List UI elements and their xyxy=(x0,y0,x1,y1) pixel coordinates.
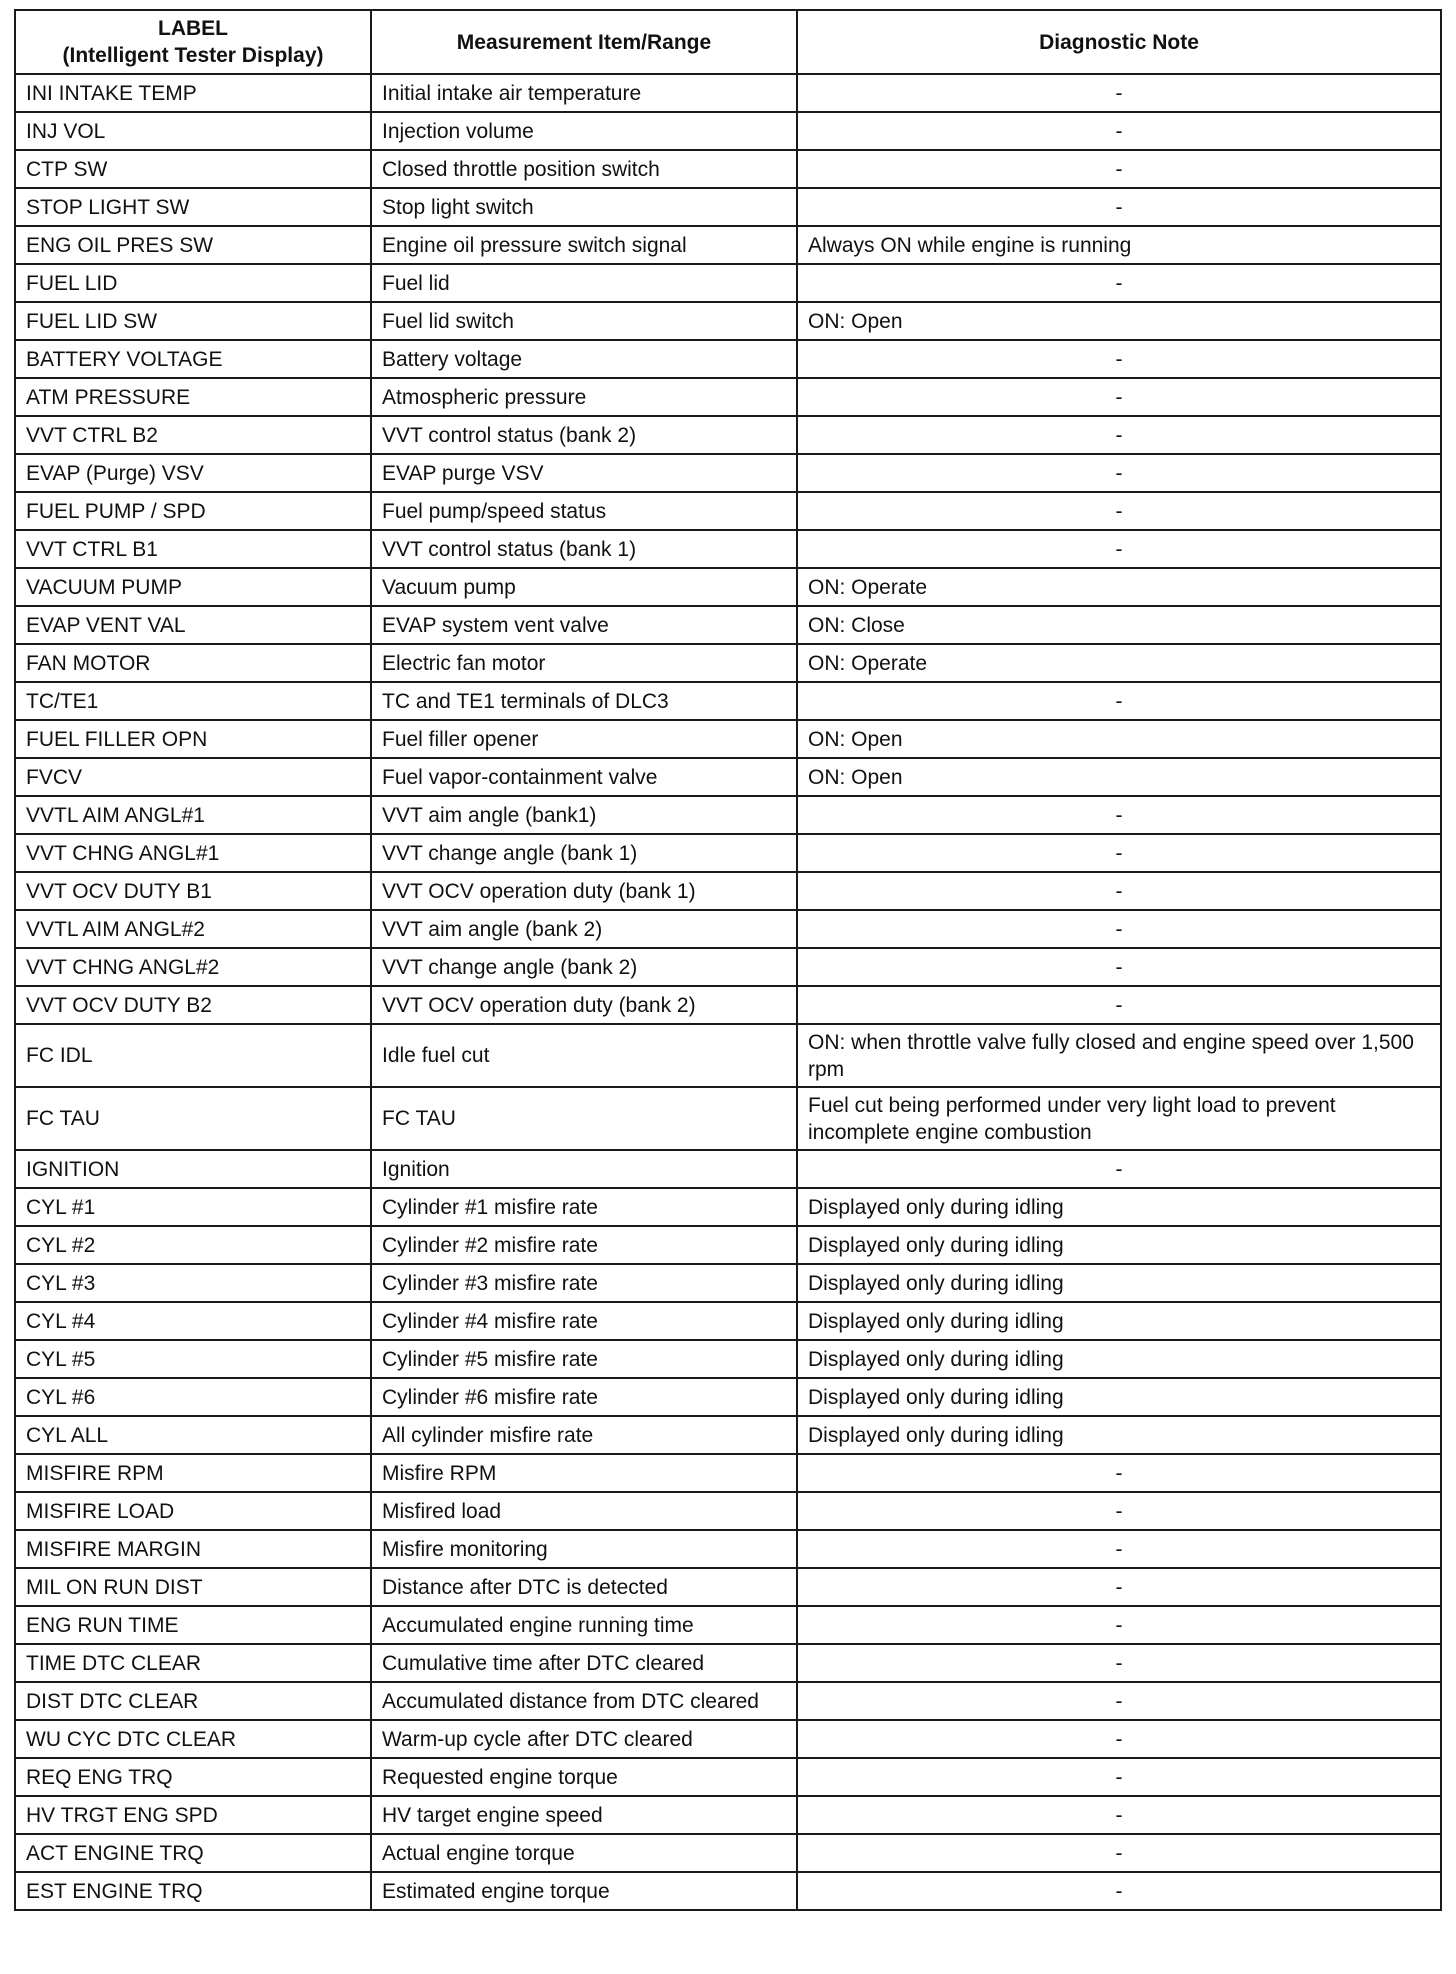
label-cell: ACT ENGINE TRQ xyxy=(15,1834,371,1872)
diagnostic-note-cell: - xyxy=(797,796,1441,834)
label-cell: ENG OIL PRES SW xyxy=(15,226,371,264)
diagnostic-note-cell: Displayed only during idling xyxy=(797,1378,1441,1416)
diagnostic-note-cell: - xyxy=(797,492,1441,530)
label-cell: ENG RUN TIME xyxy=(15,1606,371,1644)
measurement-item-cell: EVAP purge VSV xyxy=(371,454,797,492)
label-cell: MISFIRE LOAD xyxy=(15,1492,371,1530)
label-cell: CYL #3 xyxy=(15,1264,371,1302)
diagnostic-note-cell: - xyxy=(797,1720,1441,1758)
label-cell: REQ ENG TRQ xyxy=(15,1758,371,1796)
label-cell: VVT CHNG ANGL#1 xyxy=(15,834,371,872)
label-cell: VVT CHNG ANGL#2 xyxy=(15,948,371,986)
measurement-item-cell: VVT control status (bank 1) xyxy=(371,530,797,568)
table-row xyxy=(15,1416,1441,1454)
diagnostic-note-cell: - xyxy=(797,1568,1441,1606)
label-cell: BATTERY VOLTAGE xyxy=(15,340,371,378)
table-row xyxy=(15,112,1441,150)
measurement-item-cell: Estimated engine torque xyxy=(371,1872,797,1910)
table-row xyxy=(15,910,1441,948)
diagnostic-note-cell: - xyxy=(797,834,1441,872)
diagnostic-note-cell: - xyxy=(797,948,1441,986)
label-cell: VVT CTRL B2 xyxy=(15,416,371,454)
header-measurement-item: Measurement Item/Range xyxy=(371,10,797,74)
diagnostic-note-cell: ON: Open xyxy=(797,302,1441,340)
label-cell: TC/TE1 xyxy=(15,682,371,720)
table-row xyxy=(15,1568,1441,1606)
measurement-item-cell: HV target engine speed xyxy=(371,1796,797,1834)
measurement-item-cell: VVT OCV operation duty (bank 1) xyxy=(371,872,797,910)
table-row xyxy=(15,720,1441,758)
diagnostic-note-cell: - xyxy=(797,1150,1441,1188)
measurement-item-cell: Fuel lid switch xyxy=(371,302,797,340)
diagnostic-note-cell: - xyxy=(797,112,1441,150)
measurement-item-cell: Cylinder #5 misfire rate xyxy=(371,1340,797,1378)
diagnostic-note-cell: ON: Close xyxy=(797,606,1441,644)
diagnostic-note-cell: ON: Operate xyxy=(797,644,1441,682)
diagnostic-note-cell: Always ON while engine is running xyxy=(797,226,1441,264)
measurement-item-cell: Misfire monitoring xyxy=(371,1530,797,1568)
table-row xyxy=(15,378,1441,416)
label-cell: CYL ALL xyxy=(15,1416,371,1454)
measurement-item-cell: Closed throttle position switch xyxy=(371,150,797,188)
table-row xyxy=(15,1606,1441,1644)
table-row xyxy=(15,1087,1441,1150)
table-row xyxy=(15,1682,1441,1720)
measurement-item-cell: Accumulated distance from DTC cleared xyxy=(371,1682,797,1720)
diagnostic-note-cell: - xyxy=(797,340,1441,378)
measurement-item-cell: Fuel pump/speed status xyxy=(371,492,797,530)
table-row xyxy=(15,1720,1441,1758)
diagnostic-note-cell: ON: Operate xyxy=(797,568,1441,606)
label-cell: CYL #6 xyxy=(15,1378,371,1416)
table-row xyxy=(15,682,1441,720)
measurement-item-cell: Idle fuel cut xyxy=(371,1024,797,1087)
label-cell: CTP SW xyxy=(15,150,371,188)
label-cell: FUEL PUMP / SPD xyxy=(15,492,371,530)
label-cell: EVAP (Purge) VSV xyxy=(15,454,371,492)
table-row xyxy=(15,1188,1441,1226)
table-row xyxy=(15,1264,1441,1302)
measurement-item-cell: All cylinder misfire rate xyxy=(371,1416,797,1454)
table-row xyxy=(15,948,1441,986)
diagnostic-note-cell: Displayed only during idling xyxy=(797,1302,1441,1340)
diagnostic-note-cell: - xyxy=(797,1492,1441,1530)
measurement-item-cell: FC TAU xyxy=(371,1087,797,1150)
label-cell: FUEL LID SW xyxy=(15,302,371,340)
label-cell: FUEL LID xyxy=(15,264,371,302)
diagnostic-note-cell: - xyxy=(797,682,1441,720)
table-row xyxy=(15,416,1441,454)
measurement-item-cell: Initial intake air temperature xyxy=(371,74,797,112)
diagnostic-note-cell: Displayed only during idling xyxy=(797,1188,1441,1226)
measurement-item-cell: Fuel lid xyxy=(371,264,797,302)
measurement-item-cell: Cylinder #4 misfire rate xyxy=(371,1302,797,1340)
diagnostic-note-cell: - xyxy=(797,986,1441,1024)
label-cell: INJ VOL xyxy=(15,112,371,150)
label-cell: VVT CTRL B1 xyxy=(15,530,371,568)
measurement-item-cell: VVT control status (bank 2) xyxy=(371,416,797,454)
label-cell: IGNITION xyxy=(15,1150,371,1188)
diagnostic-note-cell: Displayed only during idling xyxy=(797,1264,1441,1302)
measurement-item-cell: VVT OCV operation duty (bank 2) xyxy=(371,986,797,1024)
measurement-item-cell: Cylinder #2 misfire rate xyxy=(371,1226,797,1264)
table-row xyxy=(15,606,1441,644)
diagnostic-note-cell: - xyxy=(797,1758,1441,1796)
diagnostic-note-cell: - xyxy=(797,188,1441,226)
label-cell: EVAP VENT VAL xyxy=(15,606,371,644)
label-cell: VVT OCV DUTY B1 xyxy=(15,872,371,910)
diagnostic-note-cell: - xyxy=(797,1454,1441,1492)
measurement-item-cell: Cylinder #6 misfire rate xyxy=(371,1378,797,1416)
label-cell: VVTL AIM ANGL#2 xyxy=(15,910,371,948)
measurement-item-cell: Fuel filler opener xyxy=(371,720,797,758)
label-cell: HV TRGT ENG SPD xyxy=(15,1796,371,1834)
header-row xyxy=(15,10,1441,74)
diagnostic-note-cell: Displayed only during idling xyxy=(797,1226,1441,1264)
measurement-item-cell: Injection volume xyxy=(371,112,797,150)
measurement-item-cell: Atmospheric pressure xyxy=(371,378,797,416)
table-row xyxy=(15,872,1441,910)
table-row xyxy=(15,340,1441,378)
table-row xyxy=(15,302,1441,340)
label-cell: CYL #2 xyxy=(15,1226,371,1264)
table-row xyxy=(15,264,1441,302)
label-cell: VVT OCV DUTY B2 xyxy=(15,986,371,1024)
diagnostic-note-cell: - xyxy=(797,74,1441,112)
label-cell: ATM PRESSURE xyxy=(15,378,371,416)
diagnostic-note-cell: - xyxy=(797,416,1441,454)
diagnostic-note-cell: - xyxy=(797,910,1441,948)
label-cell: EST ENGINE TRQ xyxy=(15,1872,371,1910)
diagnostic-note-cell: - xyxy=(797,1530,1441,1568)
diagnostic-note-cell: Displayed only during idling xyxy=(797,1416,1441,1454)
measurement-item-cell: Cylinder #3 misfire rate xyxy=(371,1264,797,1302)
diagnostic-note-cell: - xyxy=(797,1834,1441,1872)
measurement-item-cell: TC and TE1 terminals of DLC3 xyxy=(371,682,797,720)
measurement-item-cell: Requested engine torque xyxy=(371,1758,797,1796)
measurement-item-cell: Fuel vapor-containment valve xyxy=(371,758,797,796)
label-cell: TIME DTC CLEAR xyxy=(15,1644,371,1682)
diagnostic-note-cell: - xyxy=(797,1606,1441,1644)
table-row xyxy=(15,644,1441,682)
measurement-item-cell: Electric fan motor xyxy=(371,644,797,682)
header-diagnostic-note: Diagnostic Note xyxy=(797,10,1441,74)
label-cell: WU CYC DTC CLEAR xyxy=(15,1720,371,1758)
measurement-item-cell: Misfire RPM xyxy=(371,1454,797,1492)
measurement-item-cell: VVT aim angle (bank 2) xyxy=(371,910,797,948)
diagnostic-data-table xyxy=(14,9,1442,1911)
table-row xyxy=(15,1024,1441,1087)
label-cell: MISFIRE MARGIN xyxy=(15,1530,371,1568)
table-row xyxy=(15,150,1441,188)
label-cell: INI INTAKE TEMP xyxy=(15,74,371,112)
measurement-item-cell: Accumulated engine running time xyxy=(371,1606,797,1644)
measurement-item-cell: EVAP system vent valve xyxy=(371,606,797,644)
table-row xyxy=(15,1796,1441,1834)
label-cell: CYL #5 xyxy=(15,1340,371,1378)
table-row xyxy=(15,758,1441,796)
table-row xyxy=(15,986,1441,1024)
table-row xyxy=(15,1644,1441,1682)
measurement-item-cell: VVT aim angle (bank1) xyxy=(371,796,797,834)
label-cell: VVTL AIM ANGL#1 xyxy=(15,796,371,834)
measurement-item-cell: VVT change angle (bank 2) xyxy=(371,948,797,986)
table-row xyxy=(15,188,1441,226)
measurement-item-cell: Ignition xyxy=(371,1150,797,1188)
diagnostic-note-cell: - xyxy=(797,150,1441,188)
header-label-line2: (Intelligent Tester Display) xyxy=(62,44,324,67)
table-row xyxy=(15,1150,1441,1188)
header-label-line1: LABEL xyxy=(158,17,228,40)
measurement-item-cell: Engine oil pressure switch signal xyxy=(371,226,797,264)
label-cell: DIST DTC CLEAR xyxy=(15,1682,371,1720)
diagnostic-note-cell: - xyxy=(797,530,1441,568)
table-row xyxy=(15,492,1441,530)
table-row xyxy=(15,1378,1441,1416)
diagnostic-note-cell: ON: when throttle valve fully closed and engine speed over 1,500 rpm xyxy=(797,1024,1441,1087)
label-cell: CYL #1 xyxy=(15,1188,371,1226)
label-cell: FUEL FILLER OPN xyxy=(15,720,371,758)
table-row xyxy=(15,1340,1441,1378)
diagnostic-note-cell: - xyxy=(797,872,1441,910)
measurement-item-cell: Warm-up cycle after DTC cleared xyxy=(371,1720,797,1758)
measurement-item-cell: Vacuum pump xyxy=(371,568,797,606)
diagnostic-note-cell: Displayed only during idling xyxy=(797,1340,1441,1378)
table-row xyxy=(15,1302,1441,1340)
table-row xyxy=(15,1226,1441,1264)
measurement-item-cell: Misfired load xyxy=(371,1492,797,1530)
measurement-item-cell: Stop light switch xyxy=(371,188,797,226)
table-row xyxy=(15,834,1441,872)
table-row xyxy=(15,74,1441,112)
diagnostic-note-cell: - xyxy=(797,378,1441,416)
measurement-item-cell: VVT change angle (bank 1) xyxy=(371,834,797,872)
table-row xyxy=(15,1492,1441,1530)
diagnostic-note-cell: - xyxy=(797,1682,1441,1720)
table-row xyxy=(15,226,1441,264)
diagnostic-note-cell: ON: Open xyxy=(797,720,1441,758)
diagnostic-note-cell: - xyxy=(797,1644,1441,1682)
diagnostic-note-cell: - xyxy=(797,454,1441,492)
table-row xyxy=(15,796,1441,834)
label-cell: MISFIRE RPM xyxy=(15,1454,371,1492)
label-cell: FC TAU xyxy=(15,1087,371,1150)
measurement-item-cell: Cylinder #1 misfire rate xyxy=(371,1188,797,1226)
table-row xyxy=(15,454,1441,492)
table-row xyxy=(15,1834,1441,1872)
label-cell: VACUUM PUMP xyxy=(15,568,371,606)
diagnostic-note-cell: Fuel cut being performed under very light load to prevent incomplete engine combustion xyxy=(797,1087,1441,1150)
diagnostic-note-cell: ON: Open xyxy=(797,758,1441,796)
label-cell: FC IDL xyxy=(15,1024,371,1087)
diagnostic-note-cell: - xyxy=(797,1872,1441,1910)
table-row xyxy=(15,1872,1441,1910)
label-cell: FVCV xyxy=(15,758,371,796)
table-row xyxy=(15,1454,1441,1492)
label-cell: FAN MOTOR xyxy=(15,644,371,682)
table-row xyxy=(15,1758,1441,1796)
label-cell: CYL #4 xyxy=(15,1302,371,1340)
measurement-item-cell: Cumulative time after DTC cleared xyxy=(371,1644,797,1682)
label-cell: MIL ON RUN DIST xyxy=(15,1568,371,1606)
label-cell: STOP LIGHT SW xyxy=(15,188,371,226)
header-label xyxy=(15,10,371,74)
diagnostic-note-cell: - xyxy=(797,264,1441,302)
table-row xyxy=(15,1530,1441,1568)
table-row xyxy=(15,530,1441,568)
measurement-item-cell: Distance after DTC is detected xyxy=(371,1568,797,1606)
table-row xyxy=(15,568,1441,606)
diagnostic-note-cell: - xyxy=(797,1796,1441,1834)
measurement-item-cell: Battery voltage xyxy=(371,340,797,378)
measurement-item-cell: Actual engine torque xyxy=(371,1834,797,1872)
